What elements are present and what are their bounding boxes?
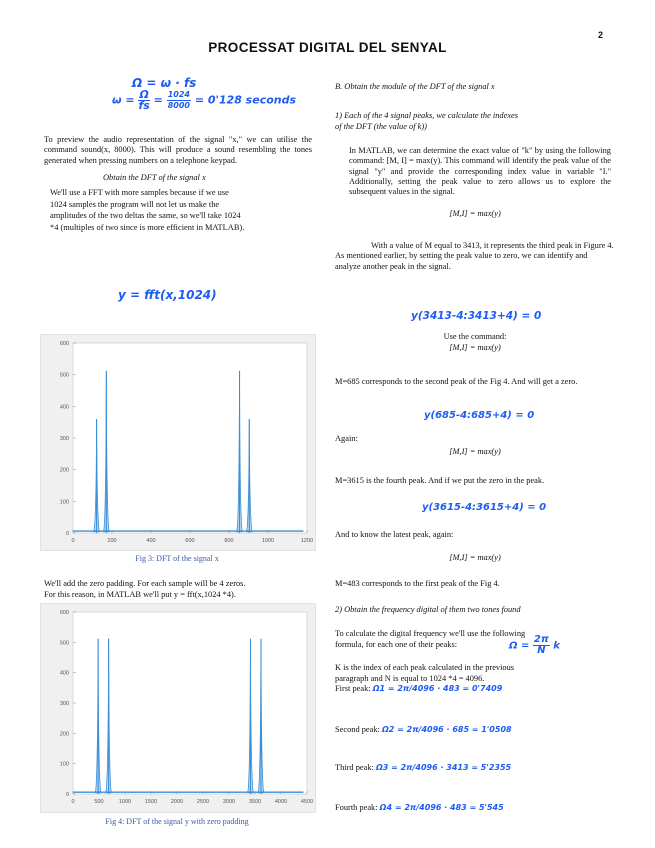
equation-max-3: [M,I] = max(y) — [449, 447, 501, 456]
y-tick-label: 300 — [59, 436, 69, 442]
first-peak-row: First peak: Ω1 = 2π/4096 · 483 = 0'7409 — [335, 684, 503, 693]
y-tick-label: 100 — [59, 761, 69, 768]
paragraph-third-peak: With a value of M equal to 3413, it represents the third peak in Figure 4. As mentioned earlier, by setting the peak value to zero, we can identify and analyze another peak in the signal. — [335, 241, 614, 271]
paragraph-first-peak: M=483 corresponds to the first peak of the Fig 4. — [335, 579, 500, 588]
x-tick-label: 1500 — [144, 799, 158, 805]
x-tick-label: 0 — [71, 799, 75, 805]
figure-4-chart — [41, 604, 315, 812]
x-tick-label: 3500 — [248, 799, 262, 805]
x-tick-label: 2000 — [170, 799, 184, 805]
y-tick-label: 200 — [59, 731, 69, 738]
figure-4-plot — [40, 603, 316, 813]
paragraph-fft-samples: We'll use a FFT with more samples because if we use 1024 samples the program will not let us make the amplitudes of the two deltas the same, so we'll take 1024 *4 (multiples of two since is more efficient in MATLAB). — [50, 188, 245, 232]
handwritten-second-peak-value: Ω2 = 2π/4096 · 685 = 1'0508 — [381, 725, 512, 734]
page-number: 2 — [598, 30, 604, 40]
x-tick-label: 1000 — [261, 538, 275, 544]
heading-digital-frequency: 2) Obtain the frequency digital of them two tones found — [335, 605, 521, 614]
x-tick-label: 600 — [185, 538, 195, 544]
x-tick-label: 800 — [224, 538, 234, 544]
heading-section-b: B. Obtain the module of the DFT of the signal x — [335, 82, 495, 91]
y-tick-label: 100 — [59, 499, 69, 506]
y-tick-label: 500 — [59, 372, 69, 379]
fourth-peak-row: Fourth peak: Ω4 = 2π/4096 · 483 = 5'545 — [335, 803, 504, 812]
y-tick-label: 0 — [65, 531, 69, 537]
x-tick-label: 4500 — [300, 799, 314, 805]
equation-max-1: [M,I] = max(y) — [449, 209, 501, 218]
paragraph-formula-intro: To calculate the digital frequency we'll use the following formula, for each one of their peaks: — [335, 629, 526, 650]
x-tick-label: 500 — [94, 799, 104, 805]
paragraph-matlab-max: In MATLAB, we can determine the exact value of "k" by using the following command: [M, I] = max(y). This command will identify the peak value of the signal "y" and provide the corresponding index value in variable "I." Additionally, setting the peak value to zero allows us to explore the subsequent values in the signal. — [349, 146, 611, 197]
y-tick-label: 300 — [59, 701, 69, 707]
paragraph-sound-preview: To preview the audio representation of the signal "x," we can utilise the command sound(x, 8000). This will produce a sound resembling the tones generated when pressing numbers on a telephone keypad. — [44, 135, 312, 165]
x-tick-label: 0 — [71, 538, 75, 544]
handwritten-zero-fourth-peak: y(3615-4:3615+4) = 0 — [422, 502, 547, 513]
x-tick-label: 400 — [146, 538, 156, 544]
use-command-label: Use the command: — [443, 332, 507, 341]
handwritten-omega-formula: Ω = ω · fs — [132, 76, 197, 90]
x-tick-label: 3000 — [222, 799, 236, 805]
handwritten-zero-third-peak: y(3413-4:3413+4) = 0 — [411, 310, 542, 322]
handwritten-fourth-peak-value: Ω4 = 2π/4096 · 483 = 5'545 — [379, 803, 504, 812]
y-tick-label: 200 — [59, 467, 69, 474]
y-tick-label: 400 — [59, 404, 69, 411]
handwritten-first-peak-value: Ω1 = 2π/4096 · 483 = 0'7409 — [372, 684, 503, 693]
equation-max-4: [M,I] = max(y) — [449, 553, 501, 562]
page-title: PROCESSAT DIGITAL DEL SENYAL — [208, 40, 447, 55]
heading-peaks-indexes: 1) Each of the 4 signal peaks, we calculate the indexes of the DFT (the value of k)) — [335, 111, 519, 132]
handwritten-fft-command: y = fft(x,1024) — [118, 288, 217, 302]
paragraph-zero-padding: We'll add the zero padding. For each sample will be 4 zeros. For this reason, in MATLAB we'll put y = fft(x,1024 *4). — [44, 579, 246, 600]
figure-3-caption: Fig 3: DFT of the signal x — [135, 554, 219, 563]
figure-3-chart — [41, 335, 315, 550]
again-label-1: Again: — [335, 434, 358, 443]
x-tick-label: 2500 — [196, 799, 210, 805]
y-tick-label: 400 — [59, 670, 69, 677]
handwritten-third-peak-value: Ω3 = 2π/4096 · 3413 = 5'2355 — [375, 763, 512, 772]
second-peak-row: Second peak: Ω2 = 2π/4096 · 685 = 1'0508 — [335, 725, 512, 734]
paragraph-second-peak: M=685 corresponds to the second peak of the Fig 4. And will get a zero. — [335, 377, 578, 386]
third-peak-row: Third peak: Ω3 = 2π/4096 · 3413 = 5'2355 — [335, 763, 512, 772]
y-tick-label: 0 — [65, 792, 69, 798]
handwritten-w-formula: ω = $\frac{\Omega}{fs}$ = $\frac{1024}{8000}$ = 0'128 seconds — [112, 88, 297, 112]
y-tick-label: 600 — [59, 610, 69, 616]
handwritten-zero-second-peak: y(685-4:685+4) = 0 — [424, 410, 535, 421]
x-tick-label: 1000 — [118, 799, 132, 805]
x-tick-label: 4000 — [274, 799, 288, 805]
equation-max-2: [M,I] = max(y) — [449, 343, 501, 352]
figure-3-plot — [40, 334, 316, 551]
heading-obtain-dft: Obtain the DFT of the signal x — [103, 173, 206, 182]
paragraph-latest-peak: And to know the latest peak, again: — [335, 530, 454, 539]
paragraph-k-definition: K is the index of each peak calculated in the previous paragraph and N is equal to 1024 *4 = 4096. — [335, 663, 515, 683]
handwritten-digital-frequency-formula: Ω = $\frac{2\pi}{N}$ k — [509, 634, 560, 656]
y-tick-label: 500 — [59, 640, 69, 647]
x-tick-label: 1200 — [300, 538, 314, 544]
x-tick-label: 200 — [107, 538, 117, 544]
y-tick-label: 600 — [59, 341, 69, 347]
plot-area — [73, 343, 307, 533]
paragraph-fourth-peak: M=3615 is the fourth peak. And if we put the zero in the peak. — [335, 476, 545, 485]
figure-4-caption: Fig 4: DFT of the signal y with zero padding — [105, 817, 249, 826]
